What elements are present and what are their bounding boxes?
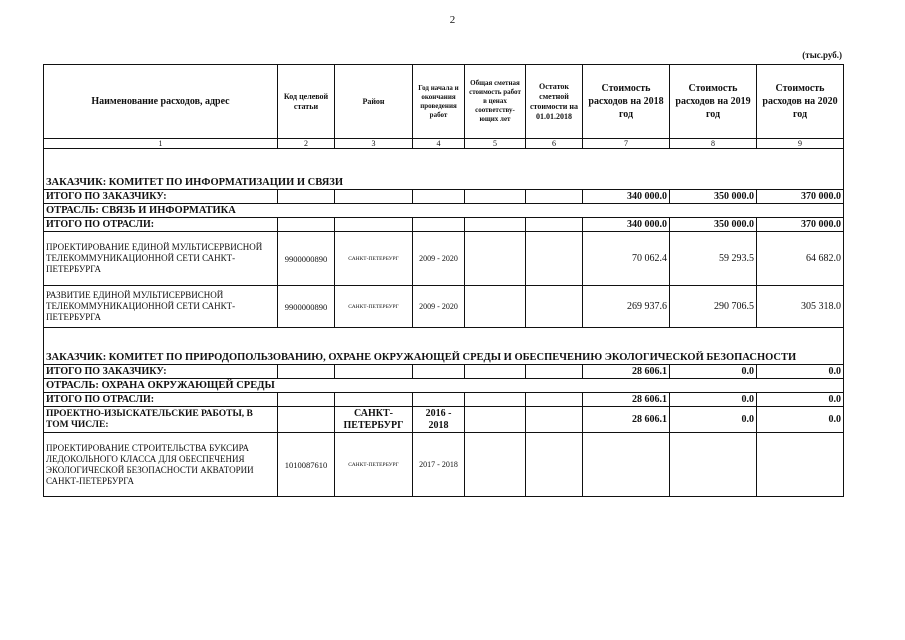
total-2019: 350 000.0	[670, 190, 757, 204]
customer-title: ЗАКАЗЧИК: КОМИТЕТ ПО ПРИРОДОПОЛЬЗОВАНИЮ, ОХРАНЕ ОКРУЖАЮЩЕЙ СРЕДЫ И ОБЕСПЕЧЕНИЮ ЭКОЛОГИЧЕСКОЙ БЕЗОПАСНОСТИ	[44, 328, 844, 365]
item-district: САНКТ-ПЕТЕРБУРГ	[335, 286, 413, 328]
industry-total-row	[44, 218, 844, 232]
total-label: ИТОГО ПО ОТРАСЛИ:	[44, 218, 278, 232]
total-2018: 340 000.0	[583, 190, 670, 204]
total-2018: 340 000.0	[583, 218, 670, 232]
spacer-row	[44, 149, 844, 177]
header-district: Район	[335, 65, 413, 139]
page-number: 2	[449, 14, 456, 26]
header-total-cost: Общая сметная стоимость работ в ценах соответству-ющих лет	[465, 65, 526, 139]
survey-2019: 0.0	[670, 407, 757, 433]
units-label: (тыс.руб.)	[802, 50, 842, 60]
header-years: Год начала и окончания проведения работ	[413, 65, 465, 139]
item-code: 9900000890	[278, 286, 335, 328]
total-2019: 350 000.0	[670, 218, 757, 232]
header-cost-2018: Стоимость расходов на 2018 год	[583, 65, 670, 139]
table-row	[44, 232, 844, 286]
total-2018: 28 606.1	[583, 365, 670, 379]
item-2019: 290 706.5	[670, 286, 757, 328]
col-number: 2	[278, 139, 335, 149]
industry-row	[44, 379, 844, 393]
industry-title: ОТРАСЛЬ: СВЯЗЬ И ИНФОРМАТИКА	[44, 204, 844, 218]
survey-name: ПРОЕКТНО-ИЗЫСКАТЕЛЬСКИЕ РАБОТЫ, В ТОМ ЧИСЛЕ:	[44, 407, 278, 433]
table-row	[44, 286, 844, 328]
item-years: 2017 - 2018	[413, 433, 465, 497]
total-2020: 0.0	[757, 393, 844, 407]
survey-2020: 0.0	[757, 407, 844, 433]
item-district: САНКТ-ПЕТЕРБУРГ	[335, 232, 413, 286]
industry-total-row	[44, 393, 844, 407]
col-number: 7	[583, 139, 670, 149]
total-2020: 370 000.0	[757, 218, 844, 232]
item-district: САНКТ-ПЕТЕРБУРГ	[335, 433, 413, 497]
total-label: ИТОГО ПО ЗАКАЗЧИКУ:	[44, 365, 278, 379]
item-name: РАЗВИТИЕ ЕДИНОЙ МУЛЬТИСЕРВИСНОЙ ТЕЛЕКОММУНИКАЦИОННОЙ СЕТИ САНКТ-ПЕТЕРБУРГА	[44, 286, 278, 328]
col-number: 4	[413, 139, 465, 149]
total-2020: 0.0	[757, 365, 844, 379]
header-name: Наименование расходов, адрес	[44, 65, 278, 139]
col-number: 8	[670, 139, 757, 149]
header-cost-2019: Стоимость расходов на 2019 год	[670, 65, 757, 139]
item-2019: 59 293.5	[670, 232, 757, 286]
col-number: 5	[465, 139, 526, 149]
item-code: 1010087610	[278, 433, 335, 497]
header-row	[44, 65, 844, 139]
item-years: 2009 - 2020	[413, 286, 465, 328]
table-row	[44, 433, 844, 497]
total-2019: 0.0	[670, 365, 757, 379]
survey-row	[44, 407, 844, 433]
item-name: ПРОЕКТИРОВАНИЕ СТРОИТЕЛЬСТВА БУКСИРА ЛЕДОКОЛЬНОГО КЛАССА ДЛЯ ОБЕСПЕЧЕНИЯ ЭКОЛОГИЧЕСКОЙ БЕЗОПАСНОСТИ АКВАТОРИИ САНКТ-ПЕТЕРБУРГА	[44, 433, 278, 497]
total-label: ИТОГО ПО ЗАКАЗЧИКУ:	[44, 190, 278, 204]
industry-row	[44, 204, 844, 218]
col-number: 9	[757, 139, 844, 149]
total-2019: 0.0	[670, 393, 757, 407]
survey-district: САНКТ-ПЕТЕРБУРГ	[335, 407, 413, 433]
budget-table	[43, 64, 844, 497]
customer-row	[44, 176, 844, 190]
header-remainder: Остаток сметной стоимости на 01.01.2018	[526, 65, 583, 139]
customer-total-row	[44, 190, 844, 204]
survey-2018: 28 606.1	[583, 407, 670, 433]
item-name: ПРОЕКТИРОВАНИЕ ЕДИНОЙ МУЛЬТИСЕРВИСНОЙ ТЕЛЕКОММУНИКАЦИОННОЙ СЕТИ САНКТ-ПЕТЕРБУРГА	[44, 232, 278, 286]
customer-total-row	[44, 365, 844, 379]
item-2020: 305 318.0	[757, 286, 844, 328]
item-2020: 64 682.0	[757, 232, 844, 286]
total-2018: 28 606.1	[583, 393, 670, 407]
total-label: ИТОГО ПО ОТРАСЛИ:	[44, 393, 278, 407]
col-number: 3	[335, 139, 413, 149]
col-number: 6	[526, 139, 583, 149]
item-code: 9900000890	[278, 232, 335, 286]
header-code: Код целевой статьи	[278, 65, 335, 139]
item-2018: 70 062.4	[583, 232, 670, 286]
col-number: 1	[44, 139, 278, 149]
item-years: 2009 - 2020	[413, 232, 465, 286]
column-numbers-row	[44, 139, 844, 149]
customer-row	[44, 328, 844, 365]
item-2018: 269 937.6	[583, 286, 670, 328]
industry-title: ОТРАСЛЬ: ОХРАНА ОКРУЖАЮЩЕЙ СРЕДЫ	[44, 379, 844, 393]
customer-title: ЗАКАЗЧИК: КОМИТЕТ ПО ИНФОРМАТИЗАЦИИ И СВЯЗИ	[44, 176, 844, 190]
total-2020: 370 000.0	[757, 190, 844, 204]
survey-years: 2016 - 2018	[413, 407, 465, 433]
header-cost-2020: Стоимость расходов на 2020 год	[757, 65, 844, 139]
